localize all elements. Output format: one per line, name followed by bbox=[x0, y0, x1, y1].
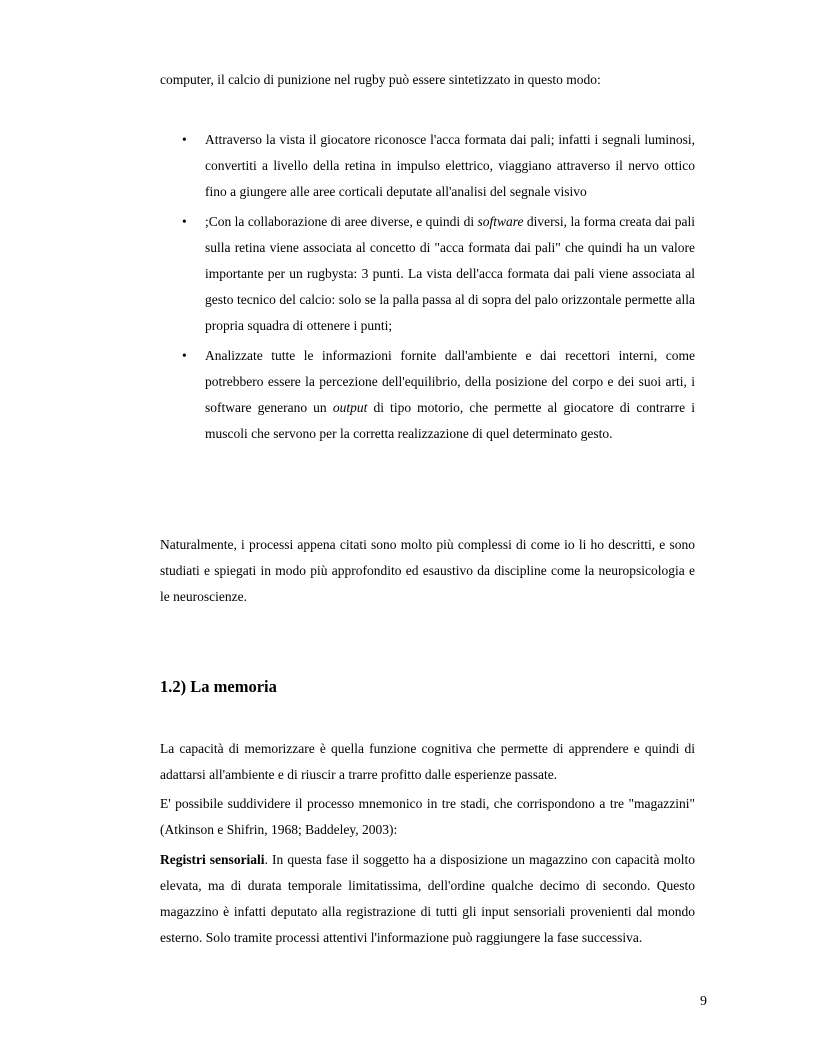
bullet-dot-icon: • bbox=[182, 214, 187, 229]
bullet-text-before: ;Con la collaborazione di aree diverse, e quindi di bbox=[205, 214, 478, 229]
conclusion-paragraph: Naturalmente, i processi appena citati sono molto più complessi di come io li ho descritti, e sono studiati e spiegati in modo più approfondito ed esaustivo da discipline come la neuropsicologia e le neuroscienze. bbox=[160, 537, 695, 604]
registri-paragraph bbox=[160, 847, 695, 951]
registri-label: Registri sensoriali bbox=[160, 852, 265, 867]
bullet-item-collaboration bbox=[160, 209, 695, 339]
registri-text: . In questa fase il soggetto ha a disposizione un magazzino con capacità molto elevata, ma di durata temporale limitatissima, dell'ordine qualche decimo di secondo. Questo magazzino è infatti deputato alla registrazione di tutti gli input sensoriali provenienti dal mondo esterno. Solo tramite processi attentivi l'informazione può raggiungere la fase successiva. bbox=[160, 852, 695, 945]
page-number: 9 bbox=[700, 994, 707, 1009]
bullet-text-after: diversi, la forma creata dai pali sulla retina viene associata al concetto di "acca formata dai pali" che quindi ha un valore importante per un rugbysta: 3 punti. La vista dell'acca formata dai pali viene associata al gesto tecnico del calcio: solo se la palla passa al di sopra del palo orizzontale permette alla propria squadra di ottenere i punti; bbox=[205, 214, 696, 333]
section-heading: 1.2) La memoria bbox=[160, 677, 277, 696]
bullet-emphasis: software bbox=[477, 214, 524, 229]
memory-paragraph-1: La capacità di memorizzare è quella funzione cognitiva che permette di apprendere e quindi di adattarsi all'ambiente e di riuscir a trarre profitto dalle esperienze passate. bbox=[160, 741, 695, 782]
intro-paragraph: computer, il calcio di punizione nel rugby può essere sintetizzato in questo modo: bbox=[160, 72, 601, 87]
bullet-text: Attraverso la vista il giocatore riconosce l'acca formata dai pali; infatti i segnali luminosi, convertiti a livello della retina in impulso elettrico, viaggiano attraverso il nervo ottico fino a giungere alle aree corticali deputate all'analisi del segnale visivo bbox=[205, 132, 695, 199]
bullet-text-after: di tipo motorio, che permette al giocatore di contrarre i muscoli che servono per la corretta realizzazione di quel determinato gesto. bbox=[205, 400, 696, 441]
bullet-text-before: Analizzate tutte le informazioni fornite dall'ambiente e dai recettori interni, come potrebbero essere la percezione dell'equilibrio, della posizione del corpo e dei suoi arti, i software generano un bbox=[205, 348, 695, 415]
bullet-dot-icon: • bbox=[182, 132, 187, 147]
memory-paragraph-2: E' possibile suddividere il processo mnemonico in tre stadi, che corrispondono a tre "magazzini" (Atkinson e Shifrin, 1968; Baddeley, 2003): bbox=[160, 796, 695, 837]
bullet-list bbox=[160, 127, 695, 447]
bullet-item-vision bbox=[160, 127, 695, 205]
bullet-emphasis: output bbox=[332, 400, 368, 415]
bullet-item-motor-output bbox=[160, 343, 695, 447]
bullet-dot-icon: • bbox=[182, 348, 187, 363]
